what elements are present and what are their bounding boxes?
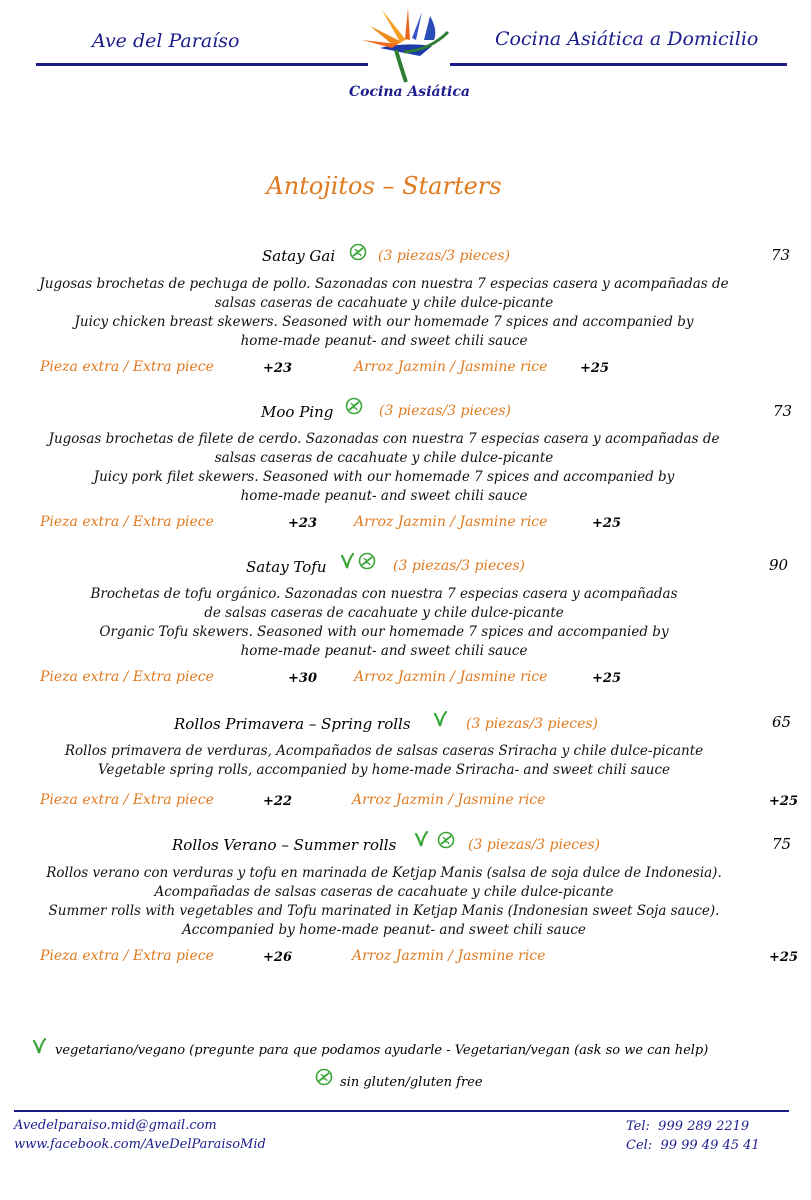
dish-description: Rollos verano con verduras y tofu en marinada de Ketjap Manis (salsa de soja dulce de Indonesia). Acompañadas de salsas caseras de cacahuate y chile dulce-picante Summer rolls with vegetables and Tofu marinated in Ketjap Manis (Indonesian sweet Soja sauce). Accompanied by home-made peanut- and sweet chili sauce xyxy=(46,865,722,938)
tel-number[interactable]: 999 289 2219 xyxy=(658,1119,750,1134)
extra-piece-price: +23 xyxy=(263,361,292,376)
dish-pieces: (3 piezas/3 pieces) xyxy=(466,716,599,732)
gluten-free-icon xyxy=(315,1068,333,1086)
dish-price: 65 xyxy=(772,713,792,731)
extra-piece-price: +23 xyxy=(288,516,317,531)
legend-gluten-free: sin gluten/gluten free xyxy=(340,1075,483,1090)
extra-piece-label: Pieza extra / Extra piece xyxy=(40,359,214,375)
vegetarian-icon xyxy=(32,1038,48,1055)
dish-pieces: (3 piezas/3 pieces) xyxy=(378,248,511,264)
vegetarian-icon xyxy=(433,711,449,728)
rice-price: +25 xyxy=(592,671,621,686)
section-title: Antojitos – Starters xyxy=(266,172,502,200)
rice-price: +25 xyxy=(769,794,798,809)
dish-pieces: (3 piezas/3 pieces) xyxy=(379,403,512,419)
extra-piece-label: Pieza extra / Extra piece xyxy=(40,948,214,964)
extra-piece-price: +26 xyxy=(263,950,292,965)
extra-piece-label: Pieza extra / Extra piece xyxy=(40,514,214,530)
rice-label: Arroz Jazmin / Jasmine rice xyxy=(354,514,548,530)
dish-name: Satay Gai xyxy=(262,247,336,265)
extra-piece-label: Pieza extra / Extra piece xyxy=(40,792,214,808)
gluten-free-icon xyxy=(358,552,376,570)
dish-price: 90 xyxy=(769,556,789,574)
dish-name: Moo Ping xyxy=(261,403,334,421)
dish-description: Jugosas brochetas de filete de cerdo. Sazonadas con nuestra 7 especias casera y acompañadas de salsas caseras de cacahuate y chile dulce-picante Juicy pork filet skewers. Seasoned with our homemade 7 spices and accompanied by home-made peanut- and sweet chili sauce xyxy=(48,431,720,504)
header-rule-left xyxy=(36,63,368,66)
rice-label: Arroz Jazmin / Jasmine rice xyxy=(352,948,546,964)
header-rule-right xyxy=(450,63,787,66)
legend-vegetarian: vegetariano/vegano (pregunte para que podamos ayudarle - Vegetarian/vegan (ask so we can help) xyxy=(55,1043,709,1058)
rice-price: +25 xyxy=(769,950,798,965)
extra-piece-price: +30 xyxy=(288,671,317,686)
dish-price: 75 xyxy=(772,835,792,853)
gluten-free-icon xyxy=(437,831,455,849)
brand-name: Ave del Paraíso xyxy=(92,30,240,52)
footer-rule xyxy=(14,1110,789,1112)
rice-price: +25 xyxy=(592,516,621,531)
vegetarian-icon xyxy=(414,831,430,848)
dish-name: Satay Tofu xyxy=(246,558,327,576)
rice-label: Arroz Jazmin / Jasmine rice xyxy=(354,359,548,375)
logo-caption: Cocina Asiática xyxy=(349,84,470,100)
dish-price: 73 xyxy=(773,402,793,420)
rice-price: +25 xyxy=(580,361,609,376)
gluten-free-icon xyxy=(345,397,363,415)
gluten-free-icon xyxy=(349,243,367,261)
extra-piece-price: +22 xyxy=(263,794,292,809)
dish-pieces: (3 piezas/3 pieces) xyxy=(393,558,526,574)
dish-price: 73 xyxy=(771,246,791,264)
dish-description: Rollos primavera de verduras, Acompañados de salsas caseras Sriracha y chile dulce-picante Vegetable spring rolls, accompanied by home-made Sriracha- and sweet chili sauce xyxy=(64,743,704,778)
tagline: Cocina Asiática a Domicilio xyxy=(495,28,759,50)
rice-label: Arroz Jazmin / Jasmine rice xyxy=(352,792,546,808)
tel-row xyxy=(626,1119,749,1134)
dish-name: Rollos Primavera – Spring rolls xyxy=(174,715,411,733)
cel-row xyxy=(626,1138,760,1153)
bird-of-paradise-flower-icon xyxy=(360,6,460,84)
tel-label: Tel: xyxy=(626,1119,650,1134)
extra-piece-label: Pieza extra / Extra piece xyxy=(40,669,214,685)
facebook-link[interactable]: www.facebook.com/AveDelParaisoMid xyxy=(14,1137,266,1152)
dish-description: Jugosas brochetas de pechuga de pollo. Sazonadas con nuestra 7 especias casera y acompañadas de salsas caseras de cacahuate y chile dulce-picante Juicy chicken breast skewers. Seasoned with our homemade 7 spices and accompanied by home-made peanut- and sweet chili sauce xyxy=(39,276,729,349)
vegetarian-icon xyxy=(340,553,356,570)
dish-pieces: (3 piezas/3 pieces) xyxy=(468,837,601,853)
cel-number[interactable]: 99 99 49 45 41 xyxy=(660,1138,760,1153)
email-link[interactable]: Avedelparaiso.mid@gmail.com xyxy=(14,1118,217,1133)
dish-name: Rollos Verano – Summer rolls xyxy=(172,836,397,854)
rice-label: Arroz Jazmin / Jasmine rice xyxy=(354,669,548,685)
cel-label: Cel: xyxy=(626,1138,653,1153)
dish-description: Brochetas de tofu orgánico. Sazonadas con nuestra 7 especias casera y acompañadas de salsas caseras de cacahuate y chile dulce-picante Organic Tofu skewers. Seasoned with our homemade 7 spices and accompanied by home-made peanut- and sweet chili sauce xyxy=(90,586,678,659)
